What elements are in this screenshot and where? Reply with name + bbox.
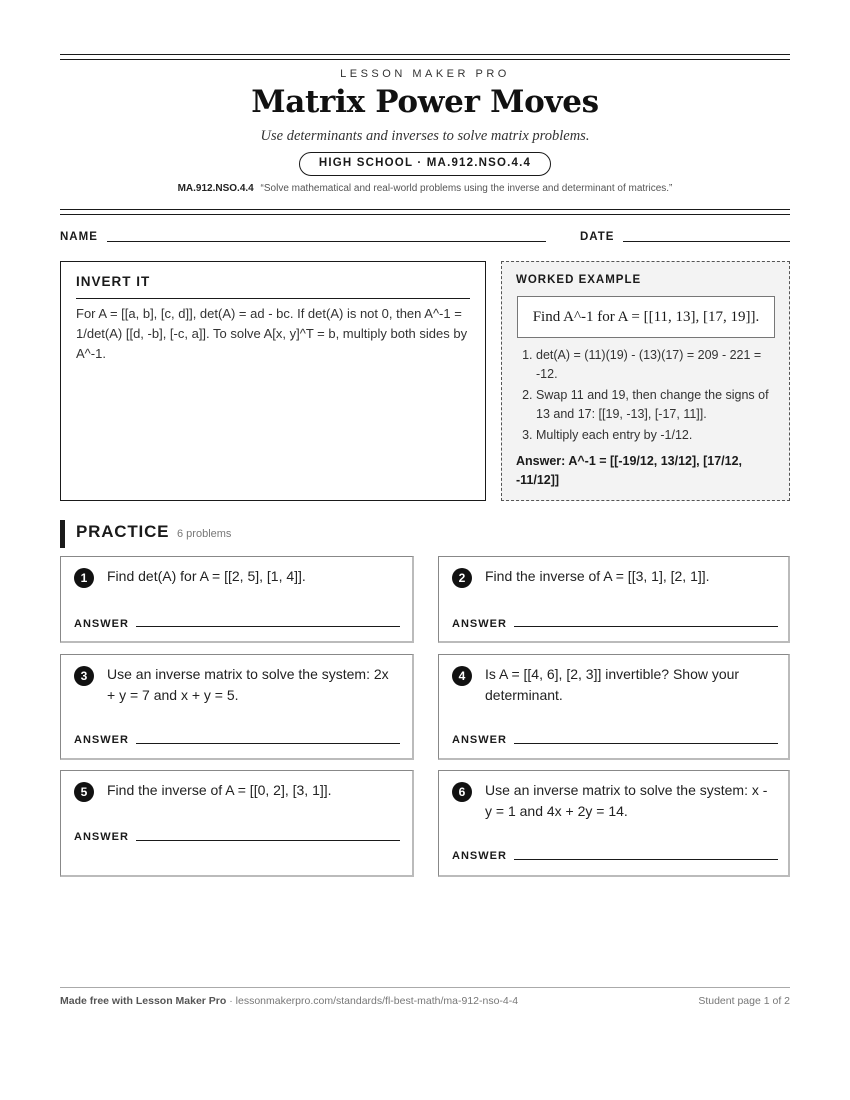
answer-field[interactable] xyxy=(136,840,400,841)
problem-card-4 xyxy=(438,654,790,760)
answer-label: ANSWER xyxy=(452,850,507,862)
standard-description xyxy=(60,183,790,194)
worked-example-steps xyxy=(516,346,780,448)
answer-field[interactable] xyxy=(136,743,400,744)
date-field[interactable] xyxy=(623,241,790,242)
name-label: NAME xyxy=(60,231,98,243)
problem-text: Is A = [[4, 6], [2, 3]] invertible? Show your determinant. xyxy=(485,666,740,703)
problem-card-5 xyxy=(60,770,414,877)
footer-page-info: Student page 1 of 2 xyxy=(698,995,790,1007)
problem-text: Use an inverse matrix to solve the system: x - y = 1 and 4x + 2y = 14. xyxy=(485,782,768,819)
problem-number-badge: 5 xyxy=(74,782,94,802)
practice-count: 6 problems xyxy=(177,528,232,540)
problem-card-6 xyxy=(438,770,790,877)
footer-made-with: Made free with Lesson Maker Pro xyxy=(60,995,227,1007)
answer-field[interactable] xyxy=(136,626,400,627)
header-top-rule xyxy=(60,54,790,60)
worked-example-heading: WORKED EXAMPLE xyxy=(516,274,642,286)
problem-text: Find the inverse of A = [[3, 1], [2, 1]]. xyxy=(485,568,710,584)
standard-code: MA.912.NSO.4.4 xyxy=(177,183,254,194)
footer-url-link[interactable]: · lessonmakerpro.com/standards/fl-best-math/ma-912-nso-4-4 xyxy=(226,995,519,1007)
worked-example-step: 1. det(A) = (11)(19) - (13)(17) = 209 - 221 = -12. xyxy=(536,346,780,383)
problem-number-badge: 6 xyxy=(452,782,472,802)
problem-card-1 xyxy=(60,556,414,643)
page-title: Matrix Power Moves xyxy=(251,84,599,120)
problem-text: Find the inverse of A = [[0, 2], [3, 1]]. xyxy=(107,782,332,798)
page-subtitle: Use determinants and inverses to solve matrix problems. xyxy=(260,128,590,144)
answer-field[interactable] xyxy=(514,626,778,627)
invert-it-body: For A = [[a, b], [c, d]], det(A) = ad - bc. If det(A) is not 0, then A^-1 = 1/det(A) [[d, -b], [-c, a]]. To solve A[x, y]^T = b, multiply both sides by A^-1. xyxy=(76,306,468,361)
problem-number-badge: 3 xyxy=(74,666,94,686)
practice-accent-bar xyxy=(60,520,65,548)
worked-example-prompt: Find A^-1 for A = [[11, 13], [17, 19]]. xyxy=(517,296,775,338)
answer-label: ANSWER xyxy=(74,618,129,630)
answer-field[interactable] xyxy=(514,743,778,744)
answer-label: ANSWER xyxy=(452,618,507,630)
footer-credit xyxy=(60,995,518,1007)
level-badge: HIGH SCHOOL · MA.912.NSO.4.4 xyxy=(299,152,551,176)
brand-name: LESSON MAKER PRO xyxy=(340,68,510,80)
invert-it-box xyxy=(60,261,486,501)
answer-label: ANSWER xyxy=(74,734,129,746)
standard-text: “Solve mathematical and real-world problems using the inverse and determinant of matrices.” xyxy=(260,183,673,194)
invert-it-heading: INVERT IT xyxy=(76,274,470,299)
worksheet-page xyxy=(60,0,790,1100)
worked-example-step: 2. Swap 11 and 19, then change the signs of 13 and 17: [[19, -13], [-17, 11]]. xyxy=(536,386,780,423)
name-field[interactable] xyxy=(107,241,546,242)
worked-example-box xyxy=(501,261,790,501)
problem-number-badge: 4 xyxy=(452,666,472,686)
problem-card-2 xyxy=(438,556,790,643)
answer-field[interactable] xyxy=(514,859,778,860)
problem-number-badge: 2 xyxy=(452,568,472,588)
problem-text: Find det(A) for A = [[2, 5], [1, 4]]. xyxy=(107,568,306,584)
worked-example-answer: Answer: A^-1 = [[-19/12, 13/12], [17/12, -11/12]] xyxy=(516,454,743,487)
practice-heading: PRACTICE xyxy=(76,522,170,541)
footer-rule xyxy=(60,987,790,988)
header-bottom-rule xyxy=(60,209,790,215)
date-label: DATE xyxy=(580,231,615,243)
worked-example-step: 3. Multiply each entry by -1/12. xyxy=(536,426,780,445)
problem-text: Use an inverse matrix to solve the system: 2x + y = 7 and x + y = 5. xyxy=(107,666,389,703)
answer-label: ANSWER xyxy=(74,831,129,843)
problem-number-badge: 1 xyxy=(74,568,94,588)
problem-card-3 xyxy=(60,654,414,760)
answer-label: ANSWER xyxy=(452,734,507,746)
